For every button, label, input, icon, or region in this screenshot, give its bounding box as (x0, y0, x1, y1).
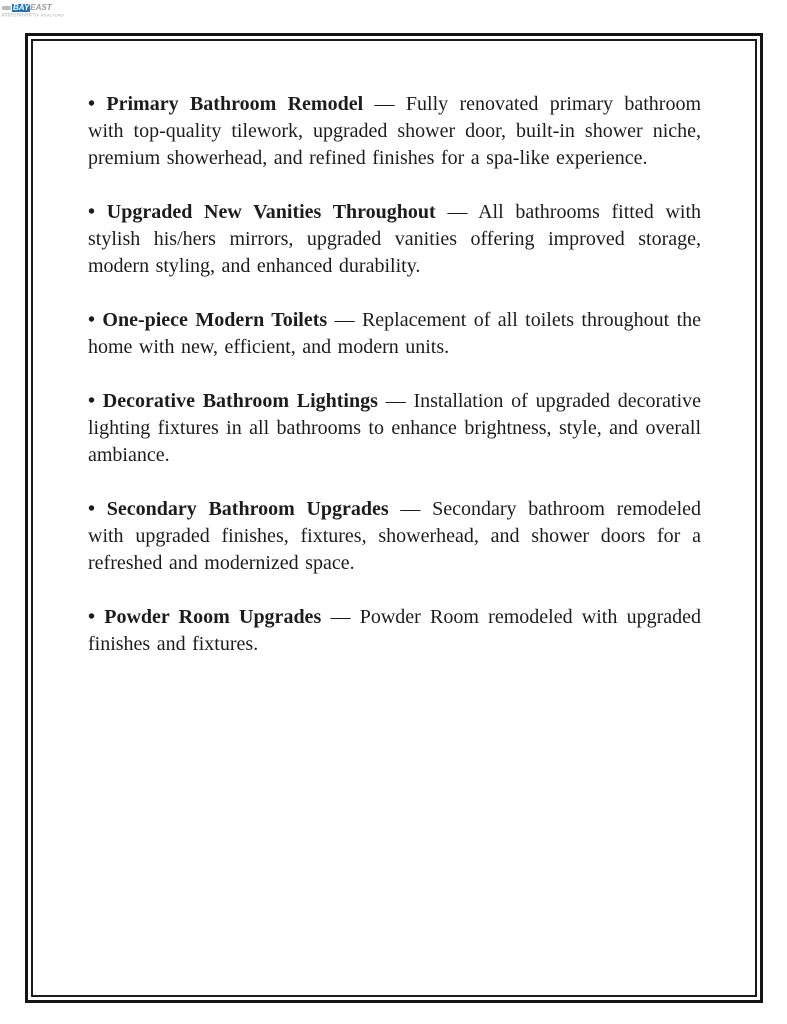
bullet: • (88, 498, 96, 520)
item-title: Upgraded New Vanities Throughout (106, 201, 436, 223)
item-body: Powder Room remodeled with upgraded finishes and fixtures. (88, 606, 702, 655)
item-separator: — (385, 390, 406, 412)
list-item (88, 199, 701, 280)
item-title: Primary Bathroom Remodel (106, 93, 364, 115)
logo-prefix-mark (2, 6, 11, 10)
item-body: All bathrooms fitted with stylish his/hers mirrors, upgraded vanities offering improved storage, modern styling, and enhanced durability. (88, 201, 702, 277)
bullet: • (88, 309, 96, 331)
item-separator: — (400, 498, 421, 520)
item-separator: — (374, 93, 395, 115)
list-item (88, 604, 701, 658)
item-body: Installation of upgraded decorative lighting fixtures in all bathrooms to enhance brightness, style, and overall ambiance. (88, 390, 702, 466)
item-body: Replacement of all toilets throughout the home with new, efficient, and modern units. (88, 309, 702, 358)
bullet: • (88, 93, 96, 115)
logo-tagline: ASSOCIATION OF REALTORS (2, 14, 65, 18)
item-title: Powder Room Upgrades (104, 606, 322, 628)
item-title: Decorative Bathroom Lightings (102, 390, 378, 412)
page-frame-outer (25, 33, 763, 1003)
bullet: • (88, 606, 96, 628)
list-item (88, 307, 701, 361)
bullet: • (88, 390, 96, 412)
item-body: Fully renovated primary bathroom with top-quality tilework, upgraded shower door, built-in shower niche, premium showerhead, and refined finishes for a spa-like experience. (88, 93, 702, 169)
item-title: Secondary Bathroom Upgrades (106, 498, 389, 520)
bayeast-logo (2, 2, 65, 21)
list-item (88, 388, 701, 469)
item-separator: — (330, 606, 351, 628)
item-separator: — (334, 309, 355, 331)
page-frame-inner (31, 39, 757, 997)
item-body: Secondary bathroom remodeled with upgraded finishes, fixtures, showerhead, and shower doors for a refreshed and modernized space. (88, 498, 702, 574)
item-separator: — (447, 201, 468, 223)
list-item (88, 496, 701, 577)
logo-bay-text: BAY (13, 2, 30, 12)
document-content (33, 41, 755, 995)
item-title: One-piece Modern Toilets (102, 309, 328, 331)
list-item (88, 91, 701, 172)
logo-east-text: EAST (30, 2, 52, 12)
bayeast-logo-row (2, 3, 60, 12)
bullet: • (88, 201, 96, 223)
